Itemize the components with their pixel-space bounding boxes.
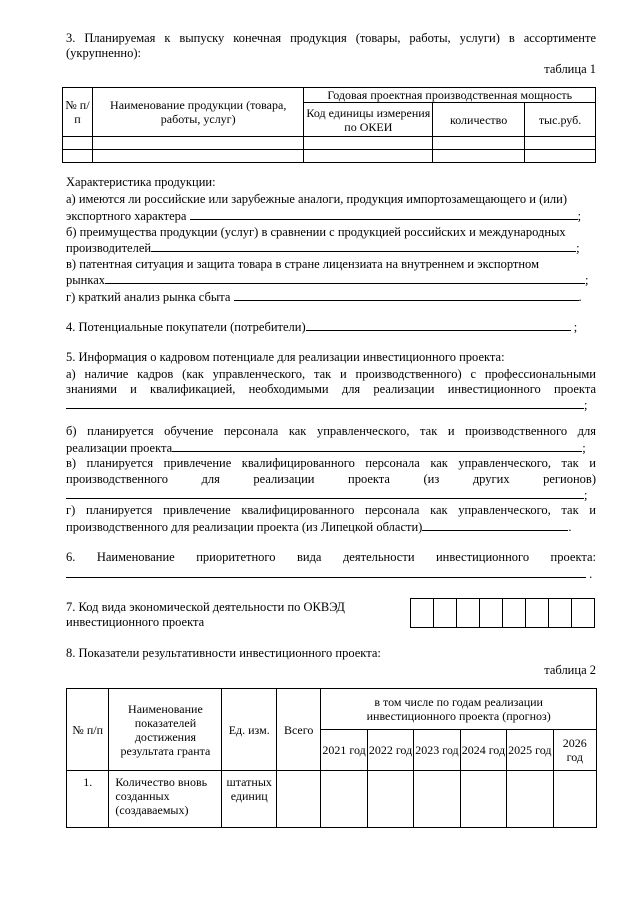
section5-g-line1: г) планируется привлечение квалифицированного персонала как управленческого, так и — [66, 503, 596, 517]
table2-row-unit: штатных единиц — [222, 771, 277, 828]
table2-year: 2023 год — [414, 730, 460, 771]
table1-header-num: № п/п — [63, 88, 93, 137]
table2-label: таблица 2 — [544, 663, 596, 677]
section4-line: 4. Потенциальные покупатели (потребители) ; — [66, 320, 578, 334]
characteristics-v-fill[interactable] — [105, 272, 585, 284]
section5-g-fill[interactable] — [422, 519, 568, 531]
table2-year: 2026 год — [553, 730, 596, 771]
table1-row — [63, 137, 596, 150]
section6-line2: . — [66, 566, 596, 582]
section3-heading-line1: 3. Планируемая к выпуску конечная продукция (товары, работы, услуги) в ассортименте — [66, 31, 596, 45]
table1 — [62, 87, 596, 163]
table2-year: 2022 год — [367, 730, 413, 771]
table2-header-num: № п/п — [67, 689, 109, 771]
section5-v-line1: в) планируется привлечение квалифицированного персонала как управленческого, так и — [66, 456, 596, 470]
table1-row — [63, 150, 596, 163]
section7-line2: инвестиционного проекта — [66, 615, 205, 629]
table2-row-num: 1. — [67, 771, 109, 828]
okved-cell[interactable] — [433, 598, 457, 628]
section5-a-fill[interactable] — [66, 397, 584, 409]
section5-b-line2: реализации проекта ; — [66, 441, 586, 455]
table1-header-unit: Код единицы измерения по ОКЕИ — [304, 103, 433, 137]
characteristics-a-line1: а) имеются ли российские или зарубежные аналоги, продукция импортозамещающего и (или) — [66, 192, 568, 206]
section5-v-fill[interactable] — [66, 487, 584, 499]
characteristics-v-line1: в) патентная ситуация и защита товара в стране лицензиата на внутреннем и экспортном — [66, 257, 539, 271]
section3-heading-line2: (укрупненно): — [66, 46, 142, 60]
table1-label: таблица 1 — [544, 62, 596, 76]
table2-year: 2024 год — [460, 730, 506, 771]
okved-cell[interactable] — [502, 598, 526, 628]
table2-row — [67, 771, 597, 828]
section5-b-fill[interactable] — [172, 440, 582, 452]
table2-year: 2021 год — [321, 730, 367, 771]
section5-a-line2: знаниями и квалификацией, необходимыми для реализации инвестиционного проекта — [66, 382, 596, 396]
table1-header-qty: количество — [433, 103, 525, 137]
okved-cell[interactable] — [525, 598, 549, 628]
table1-header-rub: тыс.руб. — [525, 103, 596, 137]
table2-header-total: Всего — [276, 689, 320, 771]
section6-line1: 6. Наименование приоритетного вида деятельности инвестиционного проекта: — [66, 550, 596, 564]
characteristics-a-fill[interactable] — [190, 208, 578, 220]
characteristics-g-line: г) краткий анализ рынка сбыта . — [66, 290, 582, 304]
table2-header-years: в том числе по годам реализации инвестиционного проекта (прогноз) — [321, 689, 597, 730]
characteristics-b-line1: б) преимущества продукции (услуг) в сравнении с продукцией российских и международных — [66, 225, 566, 239]
characteristics-title: Характеристика продукции: — [66, 175, 216, 189]
table2 — [66, 688, 597, 828]
section5-a-line1: а) наличие кадров (как управленческого, так и производственного) с профессиональными — [66, 367, 596, 381]
okved-code-cells[interactable] — [411, 598, 595, 626]
table2-header-name: Наименование показателей достижения результата гранта — [109, 689, 222, 771]
characteristics-g-fill[interactable] — [234, 289, 579, 301]
okved-cell[interactable] — [571, 598, 595, 628]
section8-title: 8. Показатели результативности инвестиционного проекта: — [66, 646, 381, 660]
section5-v-line3: ; — [66, 487, 596, 503]
characteristics-b-line2: производителей ; — [66, 241, 580, 255]
table2-year: 2025 год — [507, 730, 553, 771]
section4-fill[interactable] — [306, 319, 571, 331]
okved-cell[interactable] — [548, 598, 572, 628]
okved-cell[interactable] — [479, 598, 503, 628]
okved-cell[interactable] — [456, 598, 480, 628]
section5-b-line1: б) планируется обучение персонала как управленческого, так и производственного для — [66, 424, 596, 438]
table1-header-name: Наименование продукции (товара, работы, услуг) — [92, 88, 304, 137]
okved-cell[interactable] — [410, 598, 434, 628]
section6-fill[interactable] — [66, 566, 586, 578]
section5-title: 5. Информация о кадровом потенциале для реализации инвестиционного проекта: — [66, 350, 505, 364]
section5-g-line2: производственного для реализации проекта (из Липецкой области) . — [66, 520, 572, 534]
section5-a-line3: ; — [66, 397, 596, 413]
table1-header-capacity: Годовая проектная производственная мощность — [304, 88, 596, 103]
characteristics-v-line2: рынках ; — [66, 273, 589, 287]
characteristics-a-line2: экспортного характера ; — [66, 209, 582, 223]
table2-header-unit: Ед. изм. — [222, 689, 277, 771]
table2-row-name: Количество вновь созданных (создаваемых) — [109, 771, 222, 828]
characteristics-b-fill[interactable] — [151, 240, 576, 252]
section7-line1: 7. Код вида экономической деятельности по ОКВЭД — [66, 600, 345, 614]
section5-v-line2: производственного для реализации проекта (из других регионов) — [66, 472, 596, 486]
